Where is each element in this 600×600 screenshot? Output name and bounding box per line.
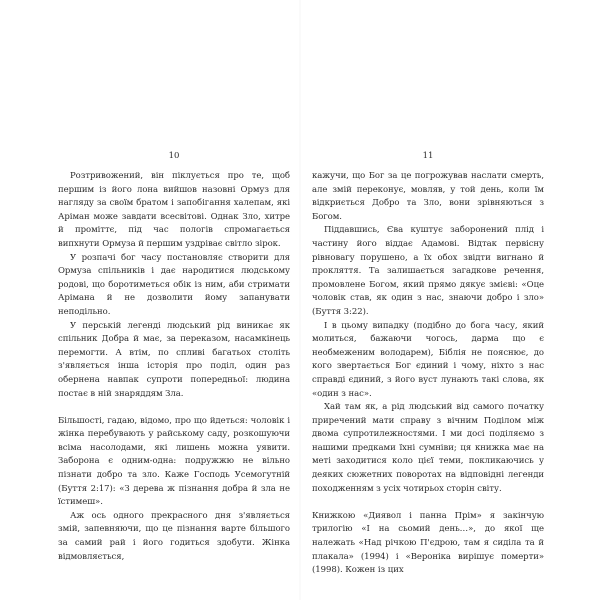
paragraph: Хай там як, а рід людський від самого початку приречений мати справу з вічним Поділом між двома супротилежностями. І ми досі поділяємо з нашими предками їхні сумніви; ця книжка має на меті заходитися коло цієї теми, покликаючись у деяких сюжетних поворотах на відповідні легенди походженням з усіх чотирьох сторін світу.: [312, 402, 544, 494]
paragraph: І в цьому випадку (подібно до бога часу, який молиться, бажаючи чогось, дарма що є необмеженим володарем), Біблія не пояснює, до кого звертається Бог єдиний і чому, ніхто з нас справді єдиний, з його вуст лунають такі слова, як «один з нас».: [312, 320, 544, 399]
paragraph: Піддавшись, Єва куштує заборонений плід і частину його віддає Адамові. Відтак первісну рівновагу порушено, а їх обох звідти вигнано й прокляття. Та залишається загадкове речення, промовлене Богом, який прямо дякує змієві: «Оце чоловік став, як один з нас, знаючи добро і зло» (Буття 3:22).: [312, 225, 544, 317]
right-page-text: [312, 170, 544, 578]
paragraph: Більшості, гадаю, відомо, про що йдеться: чоловік і жінка перебувають у райському саду, розкошуючи всіма насолодами, які лишень можна уявити. Заборона є одним-одна: подружжю не вільно пізнати добро та зло. Каже Господь Усемогутній (Буття 2:17): «З дерева ж пізнання добра й зла не їстимеш».: [58, 415, 290, 508]
paragraph: У перській легенді людський рід виникає як спільник Добра й має, за переказом, насамкінець перемогти. А втім, по спливі багатьох століть з'являється інша історія про поділ, один раз обернена навпак супроти попередньої: людина постає в ній знаряддям Зла.: [58, 320, 290, 399]
paragraph: Аж ось одного прекрасного дня з'являється змій, запевняючи, що це пізнання варте більшого за самий рай і його годиться здобути. Жінка відмовляється,: [58, 510, 290, 562]
paragraph: кажучи, що Бог за це погрожував наслати смерть, але змій переконує, мовляв, у той день, коли їм відкриється Добро та Зло, вони зрівняються з Богом.: [312, 171, 544, 222]
right-page: [312, 150, 544, 590]
page-number-left: 10: [168, 151, 180, 161]
left-page-text: [58, 170, 290, 564]
page-number-right: 11: [422, 151, 434, 161]
paragraph: Книжкою «Диявол і панна Прім» я закінчую трилогію «І на сьомий день…», до якої ще належать «Над річкою П'єдрою, там я сиділа та й плакала» (1994) і «Вероніка вирішує померти» (1998). Кожен із цих: [312, 510, 544, 576]
left-page: [58, 150, 290, 590]
paragraph: Розтривожений, він піклується про те, щоб першим із його лона вийшов назовні Ормуз для нагляду за своїм братом і запобігання халепам, які Аріман може завдати всесвітові. Однак Зло, хитре й проміттє, під час пологів спромагається випхнути Ормуза й першим уздріває світло зірок.: [58, 171, 290, 249]
book-gutter: [299, 0, 301, 600]
paragraph: У розпачі бог часу постановляє створити для Ормуза спільників і дає народитися людському родові, що боротиметься обік із ним, аби стримати Арімана й не дозволити йому запанувати неподільно.: [58, 252, 290, 317]
